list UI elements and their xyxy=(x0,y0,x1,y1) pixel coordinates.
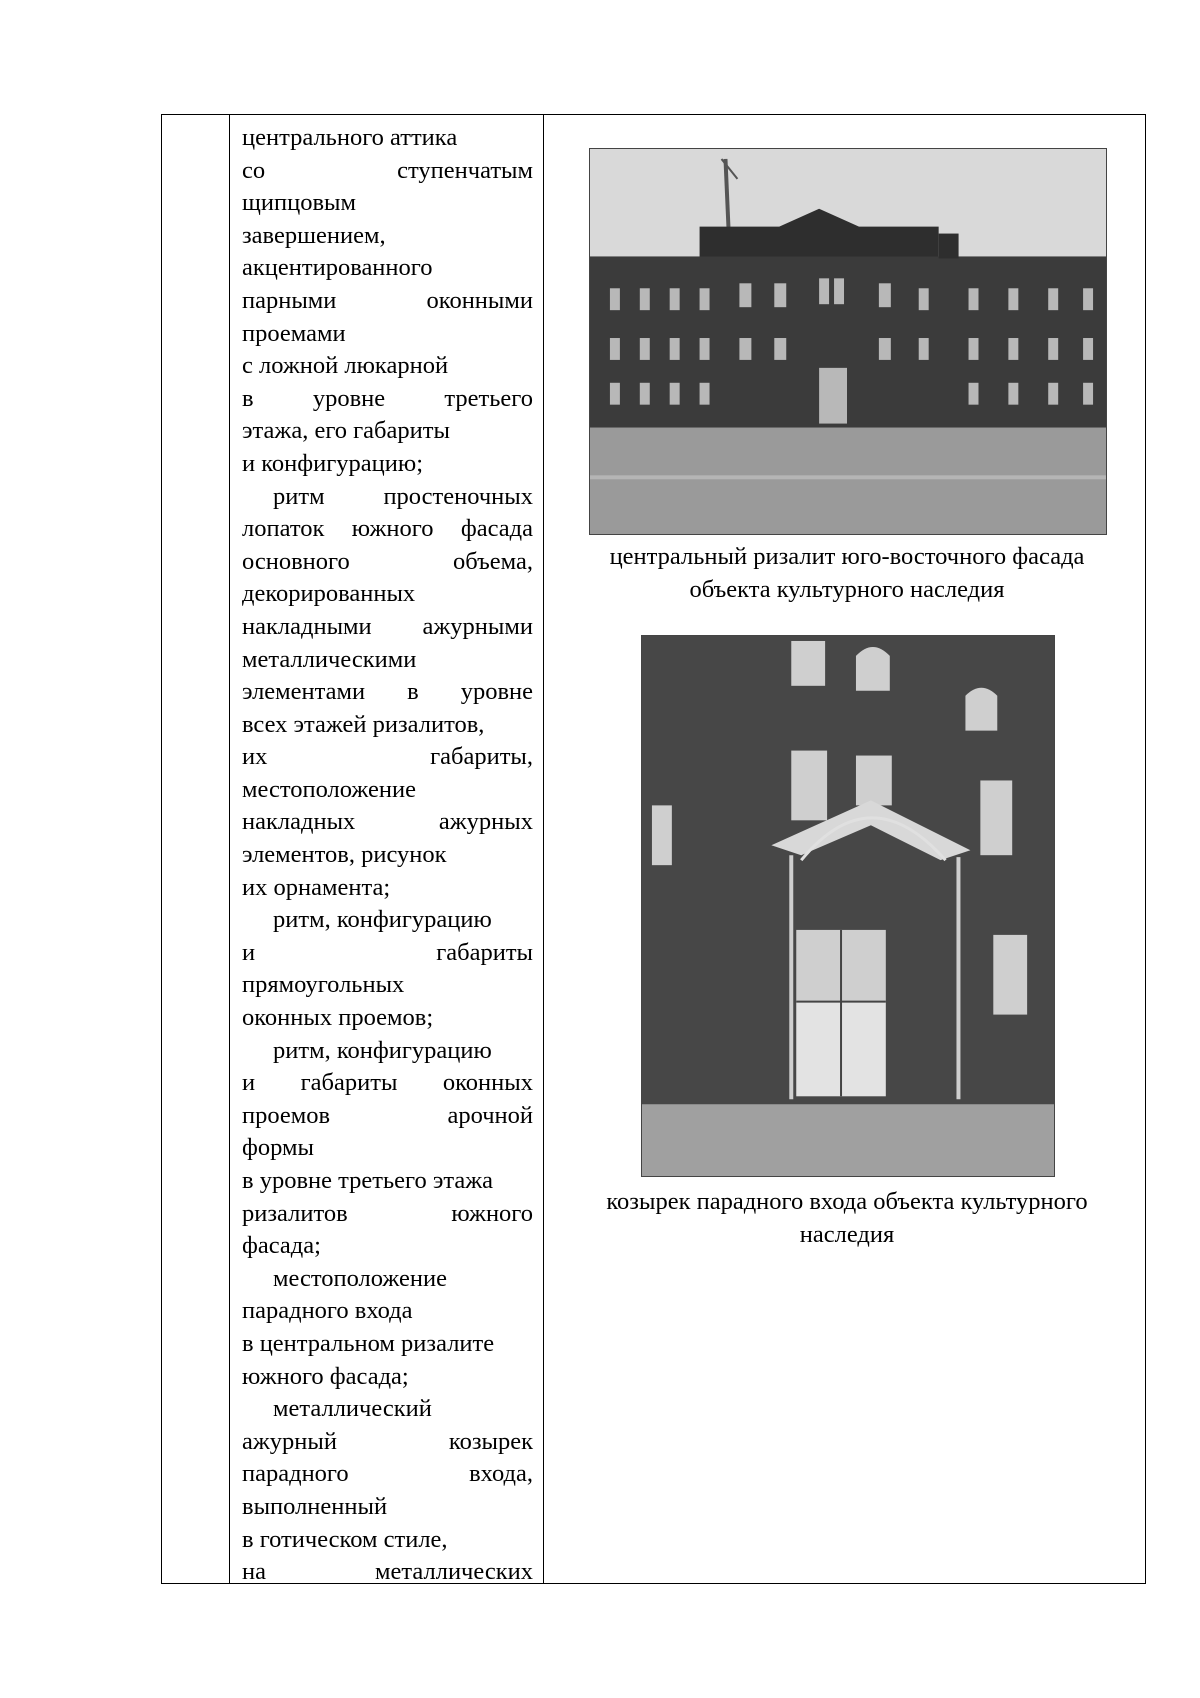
text-line: всех этажей ризалитов, xyxy=(242,710,485,738)
text-word: в xyxy=(407,678,419,706)
text-line: этажа, его габариты xyxy=(242,417,450,445)
text-word: габариты xyxy=(436,938,533,966)
text-word: лопаток xyxy=(242,515,325,543)
text-line: в готическом стиле, xyxy=(242,1525,448,1553)
text-word: уровне xyxy=(460,678,533,706)
text-line xyxy=(242,1458,533,1491)
text-word: проемов xyxy=(242,1101,331,1129)
text-line xyxy=(242,1100,533,1133)
text-line xyxy=(242,1198,533,1231)
facade-photo xyxy=(589,148,1107,535)
text-line: акцентированного xyxy=(242,254,433,282)
text-word: южного xyxy=(351,515,434,543)
text-line: ритм, конфигурацию xyxy=(273,1036,492,1064)
text-word: входа, xyxy=(469,1460,533,1488)
text-line: щипцовым xyxy=(242,189,356,217)
text-word: арочной xyxy=(447,1101,533,1129)
text-word: ступенчатым xyxy=(397,156,533,184)
text-line: местоположение xyxy=(242,775,416,803)
text-line xyxy=(242,285,533,318)
text-word: основного xyxy=(242,547,350,575)
text-line xyxy=(242,611,533,644)
text-word: парадного xyxy=(242,1460,349,1488)
text-line: с ложной люкарной xyxy=(242,352,449,380)
text-word: парными xyxy=(242,286,337,314)
text-line xyxy=(242,1556,533,1589)
text-line: ритм, конфигурацию xyxy=(273,906,492,934)
text-line: местоположение xyxy=(273,1264,447,1292)
text-line xyxy=(242,676,533,709)
text-line xyxy=(242,1426,533,1459)
text-word: ритм xyxy=(273,482,325,510)
text-line: металлическими xyxy=(242,645,417,673)
text-line: завершением, xyxy=(242,221,386,249)
text-line: в уровне третьего этажа xyxy=(242,1167,494,1194)
text-line xyxy=(242,546,533,579)
text-word: со xyxy=(242,156,266,184)
text-line: и конфигурацию; xyxy=(242,449,423,477)
text-line: парадного входа xyxy=(242,1297,413,1325)
text-word: объема, xyxy=(453,547,533,575)
text-word: габариты xyxy=(300,1069,398,1097)
text-word: третьего xyxy=(444,384,533,412)
text-line: оконных проемов; xyxy=(242,1004,434,1032)
text-word: накладных xyxy=(242,808,356,836)
text-word: элементами xyxy=(242,678,366,706)
table xyxy=(161,114,1146,1584)
text-word: в xyxy=(242,384,254,412)
text-line: центрального аттика xyxy=(242,124,458,151)
entrance-canopy-photo xyxy=(641,635,1055,1177)
text-line xyxy=(242,513,533,546)
text-line xyxy=(242,937,533,970)
canopy-caption xyxy=(552,1186,1142,1251)
text-word: и xyxy=(242,938,256,966)
text-line: выполненный xyxy=(242,1492,388,1520)
text-word: ризалитов xyxy=(242,1199,348,1227)
text-word: накладными xyxy=(242,612,372,640)
text-word: фасада xyxy=(460,515,533,543)
text-word: их xyxy=(242,743,268,771)
text-line: прямоугольных xyxy=(242,971,405,999)
text-line: металлический xyxy=(273,1395,432,1423)
text-word: ажурный xyxy=(242,1427,337,1455)
text-word: оконными xyxy=(426,286,533,314)
text-line: их орнамента; xyxy=(242,873,391,901)
text-line xyxy=(242,1067,533,1100)
text-word: ажурных xyxy=(438,808,533,836)
column-divider xyxy=(229,115,230,1583)
caption-line: козырек парадного входа объекта культурного xyxy=(606,1188,1088,1215)
text-line: проемами xyxy=(242,319,346,347)
text-line xyxy=(242,806,533,839)
text-word: оконных xyxy=(442,1069,533,1097)
text-line: элементов, рисунок xyxy=(242,841,447,869)
text-line xyxy=(242,741,533,774)
text-line xyxy=(242,481,533,514)
text-word: на xyxy=(242,1558,266,1586)
text-word: ажурными xyxy=(422,612,533,640)
text-line: фасада; xyxy=(242,1232,321,1260)
text-line: южного фасада; xyxy=(242,1362,409,1390)
text-line: декорированных xyxy=(242,580,416,608)
text-word: уровне xyxy=(312,384,386,412)
text-word: южного xyxy=(451,1199,533,1227)
text-word: металлических xyxy=(375,1558,533,1586)
description-text xyxy=(242,115,533,1589)
text-line: в центральном ризалите xyxy=(242,1329,495,1357)
column-divider xyxy=(543,115,544,1583)
text-word: козырек xyxy=(448,1427,533,1455)
caption-line: наследия xyxy=(799,1220,895,1248)
text-word: габариты, xyxy=(430,743,533,771)
text-line: формы xyxy=(242,1134,314,1162)
caption-line: объекта культурного наследия xyxy=(689,575,1005,603)
text-word: и xyxy=(242,1069,256,1097)
facade-caption xyxy=(552,541,1142,606)
text-line xyxy=(242,383,533,416)
text-line xyxy=(242,155,533,188)
text-word: простеночных xyxy=(383,482,533,510)
caption-line: центральный ризалит юго-восточного фасада xyxy=(609,543,1085,570)
